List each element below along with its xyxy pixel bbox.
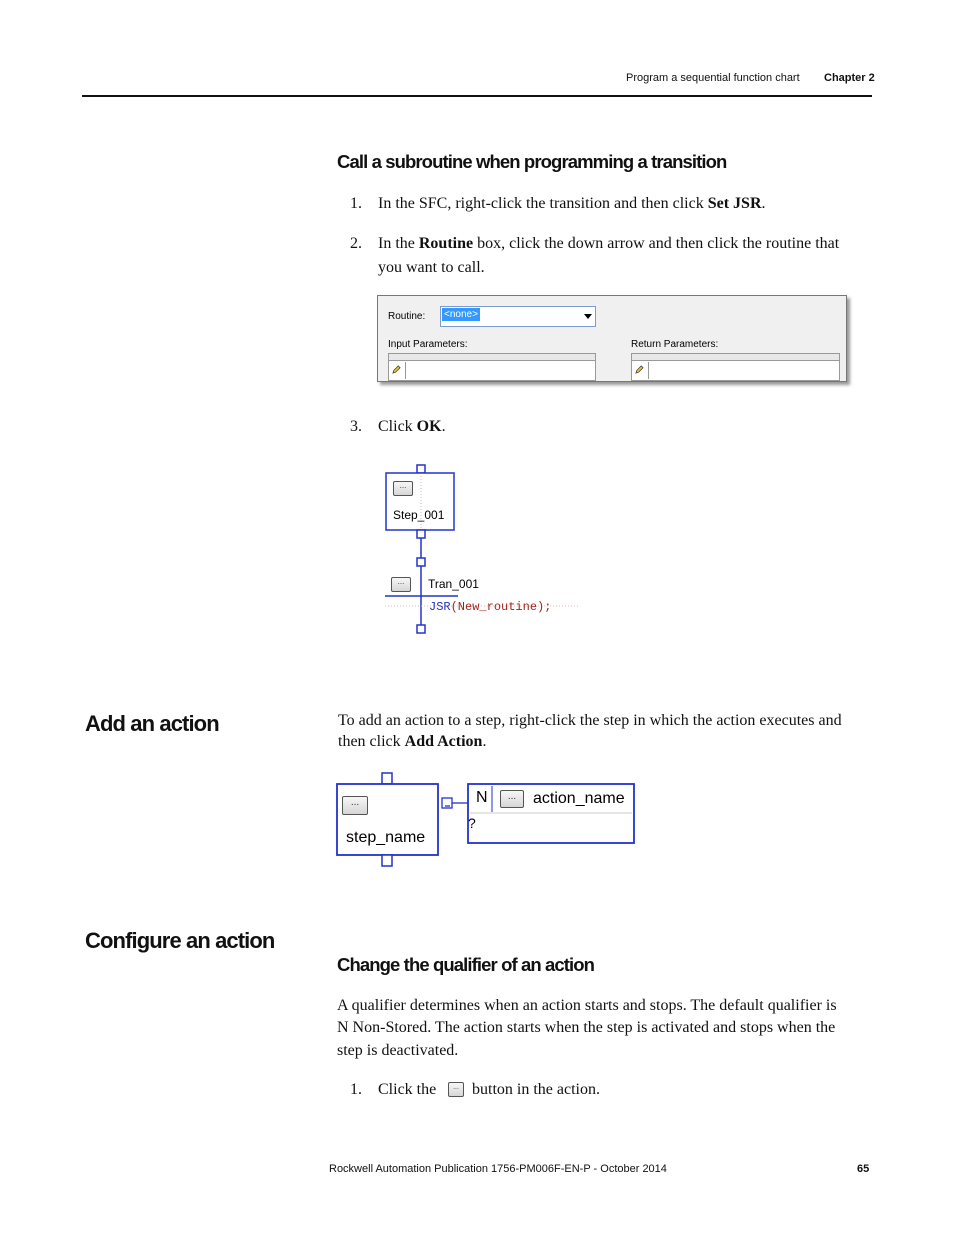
step-2-number: 2. bbox=[350, 235, 362, 252]
running-header-section: Program a sequential function chart bbox=[626, 72, 800, 84]
routine-combobox[interactable] bbox=[440, 306, 596, 327]
step-1-number: 1. bbox=[350, 195, 362, 212]
pencil-icon bbox=[635, 365, 644, 374]
action-step-name-label: step_name bbox=[346, 829, 426, 846]
grid-edit-cell[interactable] bbox=[632, 362, 649, 379]
inline-browse-button-icon: ... bbox=[448, 1082, 464, 1097]
configure-step-1-post: button in the action. bbox=[472, 1081, 600, 1098]
configure-step-1-pre: Click the bbox=[378, 1081, 437, 1098]
sfc-action-diagram bbox=[330, 768, 640, 873]
action-name-label: action_name bbox=[533, 790, 625, 807]
step-top-connector bbox=[382, 773, 392, 784]
step-browse-button[interactable]: ... bbox=[342, 796, 368, 815]
transition-name-label: Tran_001 bbox=[428, 577, 479, 591]
transition-top-connector bbox=[417, 558, 425, 566]
page-number: 65 bbox=[857, 1163, 870, 1175]
set-jsr-dialog bbox=[377, 295, 847, 382]
return-parameters-grid[interactable] bbox=[631, 353, 840, 381]
action-qualifier[interactable]: N bbox=[476, 789, 488, 806]
step-browse-button[interactable]: ... bbox=[393, 481, 413, 496]
dropdown-arrow-icon[interactable] bbox=[584, 314, 592, 319]
action-browse-button[interactable]: ... bbox=[500, 790, 524, 808]
jsr-keyword: JSR bbox=[429, 600, 451, 614]
return-parameters-label: Return Parameters: bbox=[631, 339, 719, 350]
grid-header-row bbox=[632, 354, 839, 361]
running-header-chapter: Chapter 2 bbox=[824, 72, 875, 84]
step-2-text-line2: you want to call. bbox=[378, 259, 485, 276]
change-qualifier-heading: Change the qualifier of an action bbox=[337, 954, 595, 975]
step-name-label: Step_001 bbox=[393, 508, 445, 522]
add-action-heading: Add an action bbox=[85, 711, 219, 736]
qualifier-para-line1: A qualifier determines when an action starts and stops. The default qualifier is bbox=[337, 997, 837, 1014]
grid-header-row bbox=[389, 354, 595, 361]
input-parameters-grid[interactable] bbox=[388, 353, 596, 381]
input-parameters-label: Input Parameters: bbox=[388, 339, 468, 350]
qualifier-para-line3: step is deactivated. bbox=[337, 1042, 459, 1059]
routine-selected-value: <none> bbox=[444, 309, 478, 320]
transition-bottom-connector bbox=[417, 625, 425, 633]
add-action-line1: To add an action to a step, right-click the step in which the action executes and bbox=[338, 712, 842, 729]
configure-step-1-number: 1. bbox=[350, 1081, 362, 1098]
transition-browse-button[interactable]: ... bbox=[391, 577, 411, 592]
step-2-text: In the Routine box, click the down arrow and then click the routine that bbox=[378, 235, 840, 252]
step-bottom-connector bbox=[382, 855, 392, 866]
jsr-expression bbox=[429, 600, 551, 614]
grid-edit-cell[interactable] bbox=[389, 362, 406, 379]
pencil-icon bbox=[392, 365, 401, 374]
footer-publication: Rockwell Automation Publication 1756-PM006F-EN-P - October 2014 bbox=[329, 1163, 667, 1175]
step-bottom-connector bbox=[417, 530, 425, 538]
step-1-text: In the SFC, right-click the transition and then click Set JSR. bbox=[378, 195, 766, 212]
subroutine-heading: Call a subroutine when programming a transition bbox=[337, 151, 727, 172]
header-rule bbox=[82, 95, 872, 97]
jsr-arguments: (New_routine); bbox=[450, 600, 552, 614]
action-expression[interactable]: ? bbox=[468, 815, 476, 831]
qualifier-para-line2: N Non-Stored. The action starts when the step is activated and stops when the bbox=[337, 1019, 836, 1036]
add-action-line2: then click Add Action. bbox=[338, 733, 487, 750]
configure-action-heading: Configure an action bbox=[85, 928, 275, 953]
step-top-connector bbox=[417, 465, 425, 473]
routine-label: Routine: bbox=[388, 311, 426, 322]
step-3-text: Click OK. bbox=[378, 418, 446, 435]
step-3-number: 3. bbox=[350, 418, 362, 435]
